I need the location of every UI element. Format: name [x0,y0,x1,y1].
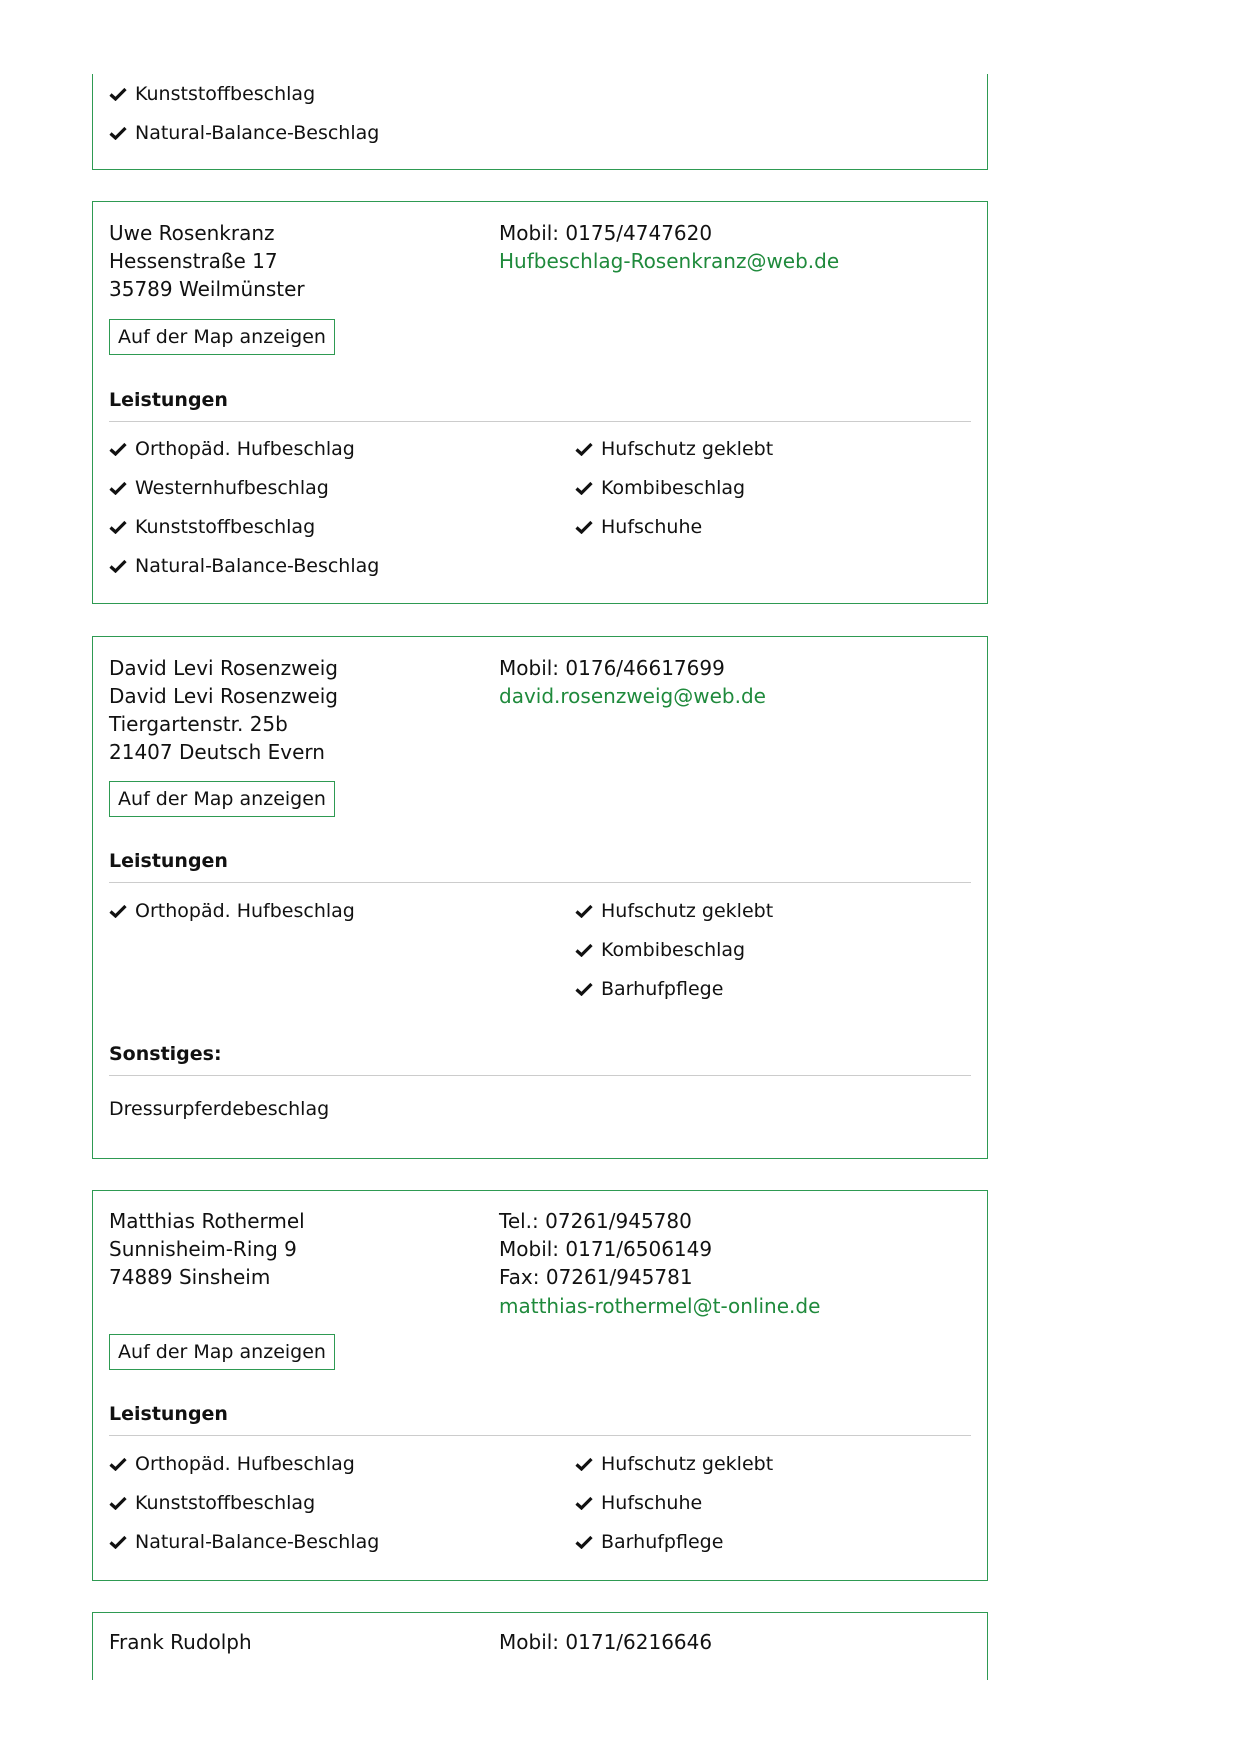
check-icon [109,1457,127,1471]
check-icon [575,1535,593,1549]
service-item [109,514,315,540]
service-item [575,436,773,462]
service-item [109,120,379,146]
check-icon [109,87,127,101]
email-link[interactable]: david.rosenzweig@web.de [499,684,766,708]
service-label: Hufschutz geklebt [601,1453,774,1475]
farrier-card [92,1190,988,1581]
service-item [575,1490,702,1516]
divider [109,882,971,883]
service-label: Kombibeschlag [601,939,746,961]
service-item [575,898,773,924]
services-heading: Leistungen [109,1403,228,1425]
service-label: Kombibeschlag [601,477,746,499]
check-icon [575,1457,593,1471]
service-item [109,1529,379,1555]
show-on-map-button[interactable]: Auf der Map anzeigen [109,781,335,817]
show-on-map-button[interactable]: Auf der Map anzeigen [109,319,335,355]
name-line: David Levi Rosenzweig [109,656,338,680]
check-icon [575,982,593,996]
check-icon [109,481,127,495]
check-icon [109,126,127,140]
address-line: Tiergartenstr. 25b [109,712,288,736]
name-line: Uwe Rosenkranz [109,221,275,245]
service-item [109,1490,315,1516]
check-icon [575,520,593,534]
address-line: Sunnisheim-Ring 9 [109,1237,297,1261]
service-label: Natural-Balance-Beschlag [135,122,380,144]
service-item [109,898,355,924]
service-label: Barhufpflege [601,1531,724,1553]
divider [109,421,971,422]
service-label: Kunststoffbeschlag [135,516,316,538]
farrier-card [92,201,988,604]
check-icon [109,442,127,456]
check-icon [575,1496,593,1510]
mobile-number: Mobil: 0171/6506149 [499,1237,713,1261]
name-line: Frank Rudolph [109,1630,252,1654]
email-link[interactable]: matthias-rothermel@t-online.de [499,1294,821,1318]
mobile-number: Mobil: 0171/6216646 [499,1630,713,1654]
service-item [109,553,379,579]
service-item [575,937,745,963]
service-label: Kunststoffbeschlag [135,83,316,105]
service-item [109,1451,355,1477]
farrier-card [92,74,988,170]
misc-text: Dressurpferdebeschlag [109,1098,330,1120]
services-heading: Leistungen [109,389,228,411]
service-item [109,81,315,107]
check-icon [575,943,593,957]
phone-number: Tel.: 07261/945780 [499,1209,692,1233]
address-line: 21407 Deutsch Evern [109,740,325,764]
service-item [575,1451,773,1477]
fax-number: Fax: 07261/945781 [499,1265,693,1289]
service-label: Hufschutz geklebt [601,900,774,922]
service-item [109,436,355,462]
divider [109,1075,971,1076]
address-line: 74889 Sinsheim [109,1265,271,1289]
service-label: Natural-Balance-Beschlag [135,1531,380,1553]
divider [109,1435,971,1436]
misc-heading: Sonstiges: [109,1043,222,1065]
mobile-number: Mobil: 0176/46617699 [499,656,725,680]
service-item [575,976,723,1002]
service-label: Hufschutz geklebt [601,438,774,460]
service-label: Orthopäd. Hufbeschlag [135,1453,355,1475]
service-label: Orthopäd. Hufbeschlag [135,900,355,922]
address-line: 35789 Weilmünster [109,277,305,301]
farrier-card [92,1612,988,1680]
service-item [575,514,702,540]
name-line: Matthias Rothermel [109,1209,305,1233]
check-icon [109,559,127,573]
service-item [575,475,745,501]
service-item [575,1529,723,1555]
show-on-map-button[interactable]: Auf der Map anzeigen [109,1334,335,1370]
check-icon [109,1535,127,1549]
check-icon [575,442,593,456]
address-line: Hessenstraße 17 [109,249,278,273]
check-icon [575,481,593,495]
service-label: Hufschuhe [601,1492,703,1514]
mobile-number: Mobil: 0175/4747620 [499,221,713,245]
check-icon [109,520,127,534]
check-icon [109,904,127,918]
service-item [109,475,329,501]
service-label: Kunststoffbeschlag [135,1492,316,1514]
farrier-card [92,636,988,1159]
company-line: David Levi Rosenzweig [109,684,338,708]
service-label: Hufschuhe [601,516,703,538]
check-icon [109,1496,127,1510]
service-label: Barhufpflege [601,978,724,1000]
service-label: Orthopäd. Hufbeschlag [135,438,355,460]
services-heading: Leistungen [109,850,228,872]
email-link[interactable]: Hufbeschlag-Rosenkranz@web.de [499,249,840,273]
service-label: Westernhufbeschlag [135,477,329,499]
service-label: Natural-Balance-Beschlag [135,555,380,577]
check-icon [575,904,593,918]
